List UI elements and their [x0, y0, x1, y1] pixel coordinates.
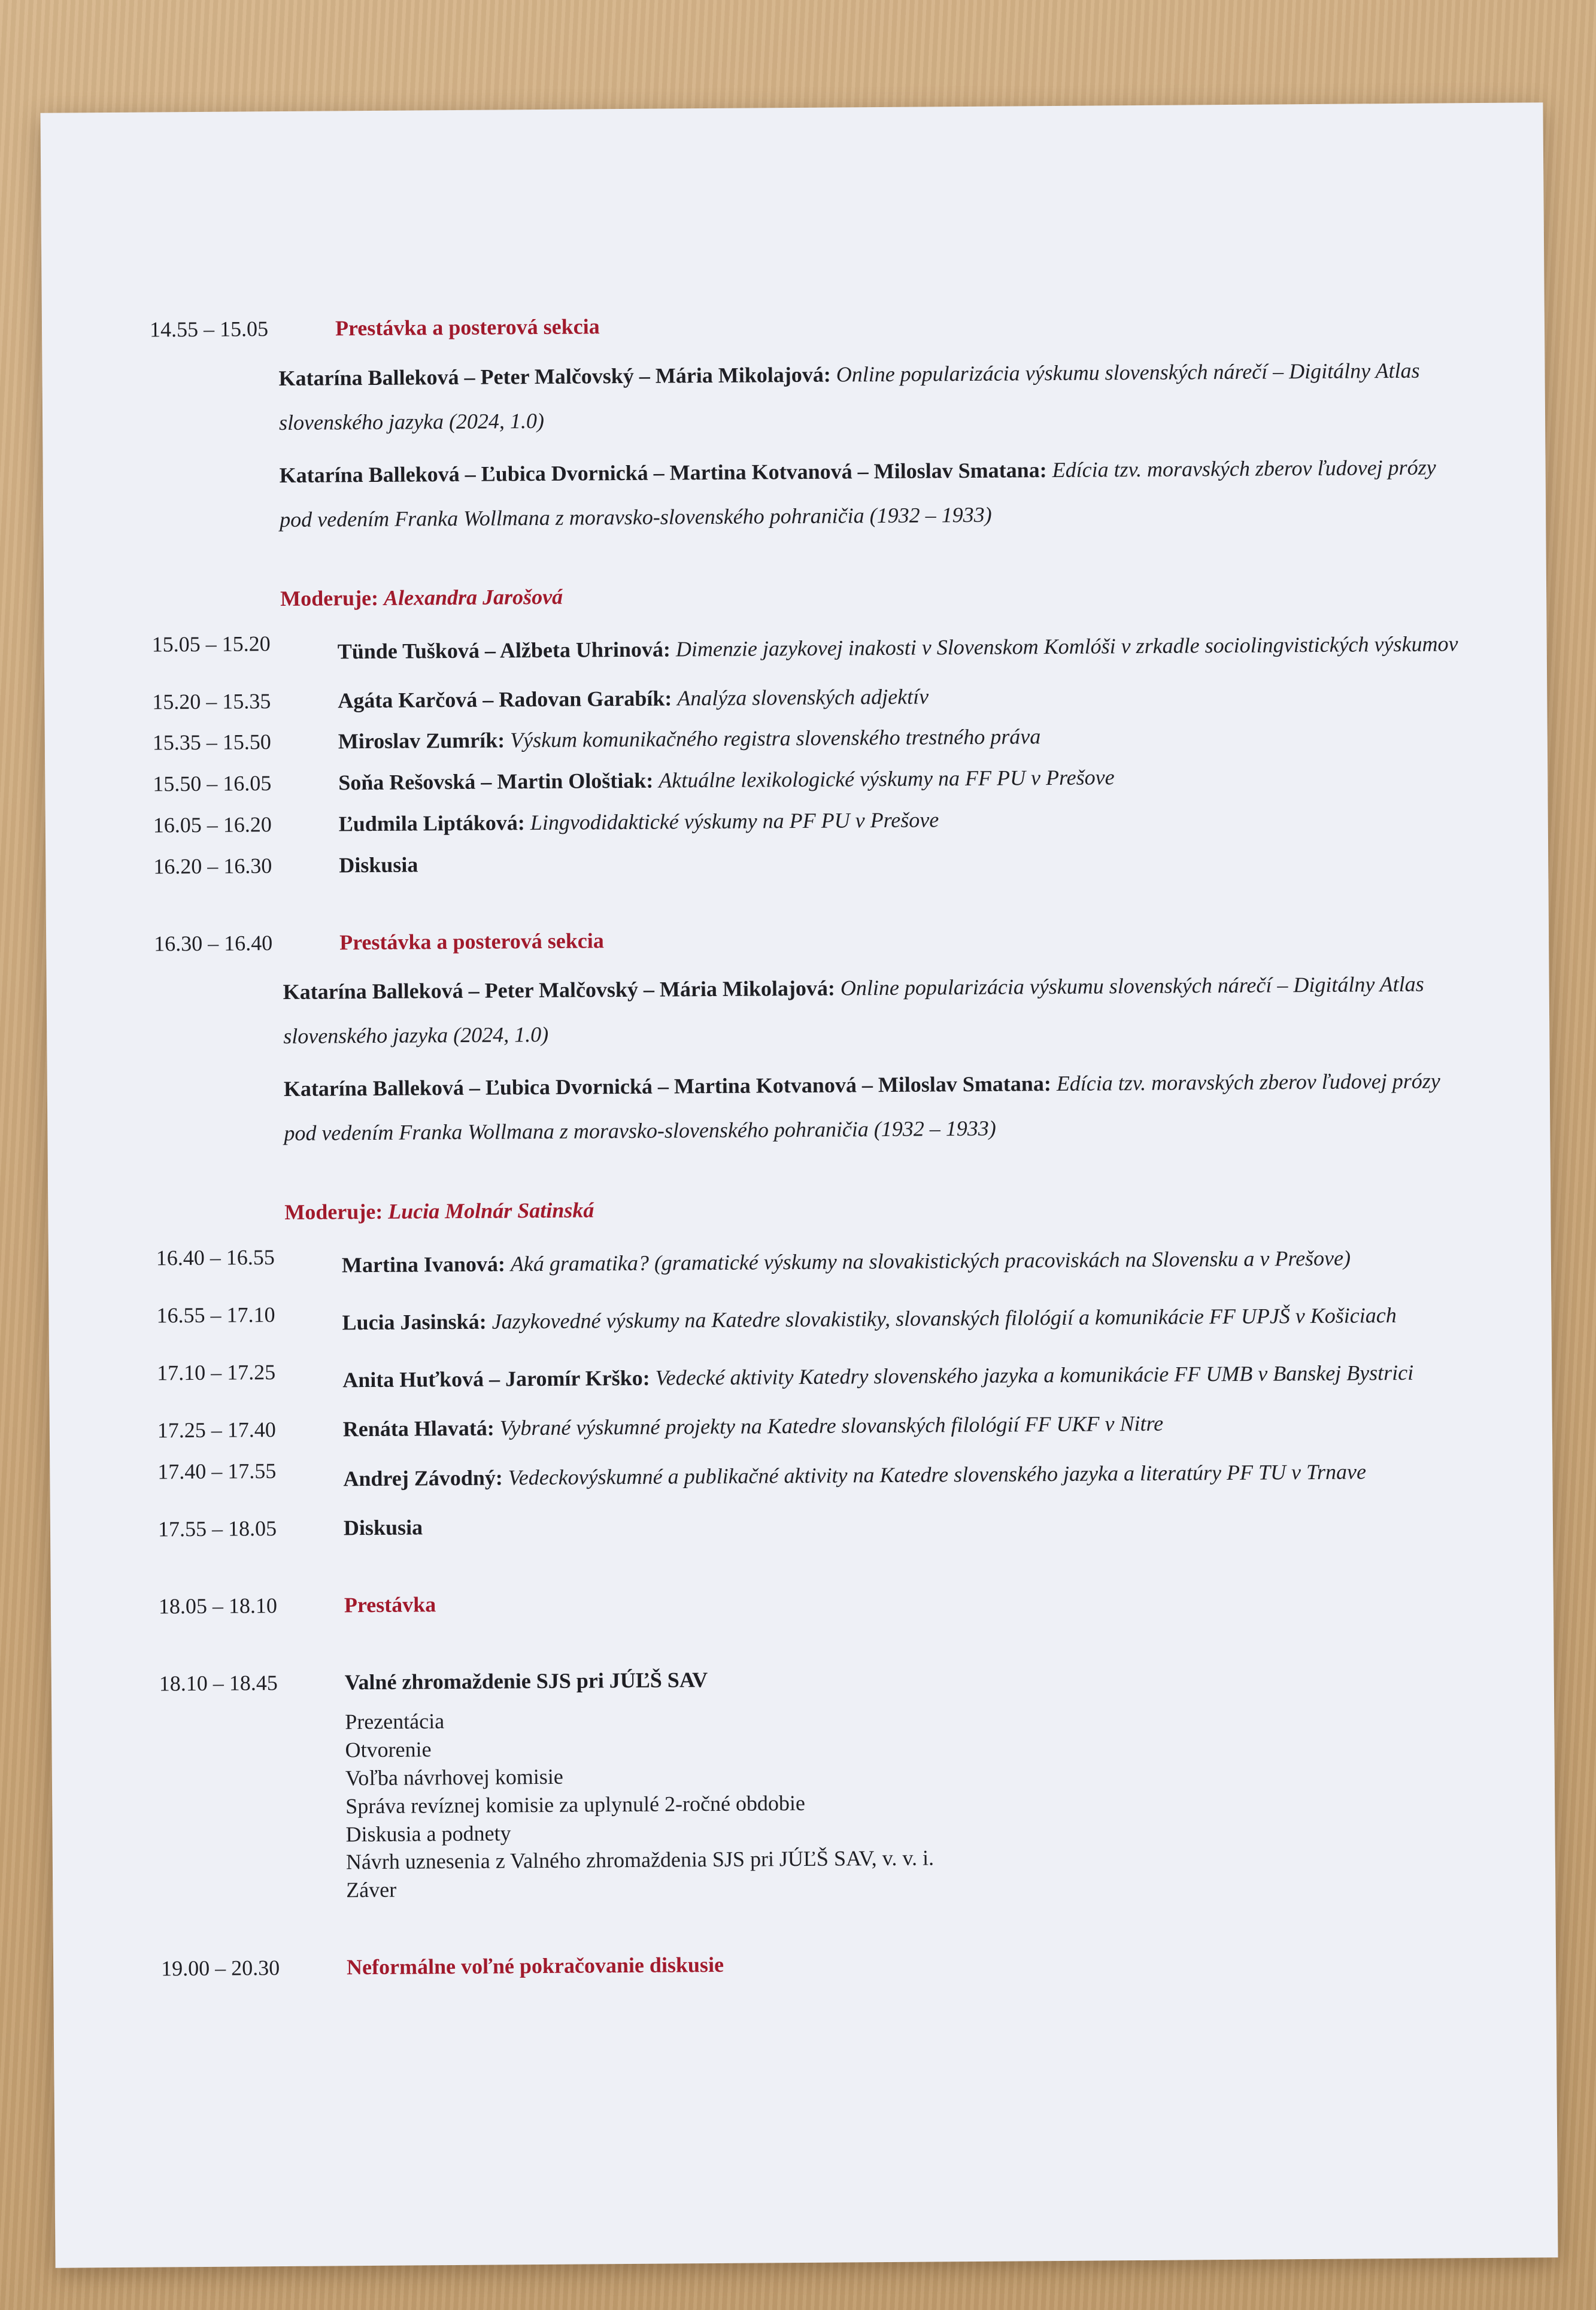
discussion-label: Diskusia — [343, 1515, 423, 1540]
moderator-label: Moderuje: — [284, 1200, 383, 1225]
poster-authors: Katarína Balleková – Ľubica Dvornická – Martina Kotvanová – Miloslav Smatana: — [279, 457, 1047, 487]
talk-speakers: Anita Huťková – Jaromír Krško: — [342, 1365, 650, 1392]
talk-speakers: Ľudmila Liptáková: — [338, 811, 525, 836]
talk-row — [157, 1350, 1474, 1403]
poster-authors: Katarína Balleková – Peter Malčovský – Mária Mikolajová: — [278, 362, 831, 390]
agenda-item: Prezentácia — [345, 1709, 445, 1734]
poster-authors: Katarína Balleková – Peter Malčovský – Mária Mikolajová: — [283, 976, 836, 1004]
time-slot: 19.00 – 20.30 — [160, 1956, 280, 1981]
program-document — [150, 306, 1479, 1996]
agenda-item: Diskusia a podnety — [345, 1820, 511, 1846]
time-slot: 15.50 – 16.05 — [153, 771, 272, 796]
talk-title: Dimenzie jazykovej inakosti v Slovenskom Komlóši v zrkadle sociolingvistických výskumov — [675, 631, 1458, 661]
talk-row — [157, 1407, 1474, 1444]
assembly-agenda — [345, 1700, 1477, 1904]
time-slot: 18.05 – 18.10 — [158, 1593, 278, 1619]
poster-title: Edícia tzv. moravských zberov ľudovej prózy pod vedením Franka Wollmana z moravsko-slovenského pohraničia (1932 – 1933) — [284, 1069, 1440, 1146]
talk-speakers: Miroslav Zumrík: — [338, 728, 505, 754]
talk-row — [152, 679, 1469, 716]
talk-row — [156, 1235, 1473, 1288]
time-slot: 17.10 – 17.25 — [157, 1360, 276, 1385]
poster-title: Edícia tzv. moravských zberov ľudovej prózy pod vedením Franka Wollmana z moravsko-slovenského pohraničia (1932 – 1933) — [280, 455, 1436, 532]
time-slot: 16.05 – 16.20 — [153, 812, 272, 837]
talk-speakers: Agáta Karčová – Radovan Garabík: — [338, 686, 672, 712]
talk-row — [153, 802, 1470, 839]
closing-title: Neformálne voľné pokračovanie diskusie — [346, 1952, 724, 1980]
talk-title: Lingvodidaktické výskumy na PF PU v Prešove — [530, 808, 939, 835]
time-slot: 16.55 – 17.10 — [156, 1303, 275, 1328]
poster-title: Online popularizácia výskumu slovenských nárečí – Digitálny Atlas slovenského jazyka (2024, 1.0) — [283, 972, 1424, 1049]
time-slot: 17.25 – 17.40 — [157, 1417, 276, 1443]
talk-title: Vedeckovýskumné a publikačné aktivity na Katedre slovenského jazyka a literatúry PF TU v Trnave — [508, 1459, 1367, 1490]
break-title: Prestávka a posterová sekcia — [339, 928, 604, 954]
agenda-item: Voľba návrhovej komisie — [345, 1764, 563, 1790]
poster-title: Online popularizácia výskumu slovenských nárečí – Digitálny Atlas slovenského jazyka (2024, 1.0) — [278, 358, 1420, 435]
talk-title: Analýza slovenských adjektív — [677, 684, 929, 710]
talk-speakers: Soňa Rešovská – Martin Ološtiak: — [338, 768, 654, 795]
talk-title: Aká gramatika? (gramatické výskumy na slovakistických pracoviskách na Slovensku a v Prešove) — [510, 1246, 1351, 1276]
moderator-line — [280, 576, 1468, 613]
pause-title: Prestávka — [344, 1592, 436, 1617]
poster-list — [278, 348, 1468, 542]
agenda-item: Otvorenie — [345, 1737, 432, 1762]
moderator-line — [284, 1191, 1473, 1227]
time-slot: 15.20 – 15.35 — [152, 688, 271, 714]
assembly-title: Valné zhromaždenie SJS pri JÚĽŠ SAV — [344, 1667, 708, 1694]
talk-title: Vybrané výskumné projekty na Katedre slovanských filológií FF UKF v Nitre — [499, 1411, 1164, 1440]
assembly-row — [159, 1661, 1478, 1906]
moderator-name: Lucia Molnár Satinská — [388, 1198, 594, 1224]
talk-title: Výskum komunikačného registra slovenského trestného práva — [510, 724, 1041, 752]
poster-list — [283, 962, 1472, 1156]
time-slot: 18.10 – 18.45 — [159, 1670, 278, 1696]
talk-speakers: Renáta Hlavatá: — [342, 1416, 494, 1441]
poster-item — [283, 962, 1471, 1059]
talk-row — [153, 761, 1470, 798]
talk-title: Vedecké aktivity Katedry slovenského jazyka a komunikácie FF UMB v Banskej Bystrici — [655, 1361, 1414, 1390]
talk-row — [156, 1292, 1473, 1346]
talk-speakers: Lucia Jasinská: — [342, 1309, 487, 1335]
poster-item — [278, 348, 1467, 445]
agenda-item: Správa revíznej komisie za uplynulé 2-ročné obdobie — [345, 1790, 806, 1819]
talk-title: Jazykovedné výskumy na Katedre slovakistiky, slovanských filológií a komunikácie FF UPJŠ v Košiciach — [491, 1303, 1397, 1334]
paper-sheet — [40, 102, 1558, 2267]
time-slot: 16.30 – 16.40 — [154, 930, 273, 956]
time-slot: 14.55 – 15.05 — [149, 317, 269, 342]
talk-row — [152, 621, 1469, 675]
time-slot: 17.55 – 18.05 — [157, 1516, 277, 1541]
talk-row — [153, 720, 1470, 757]
agenda-item: Návrh uznesenia z Valného zhromaždenia SJS pri JÚĽŠ SAV, v. v. i. — [345, 1845, 934, 1874]
poster-authors: Katarína Balleková – Ľubica Dvornická – Martina Kotvanová – Miloslav Smatana: — [283, 1071, 1051, 1101]
talk-title: Aktuálne lexikologické výskumy na FF PU v Prešove — [659, 765, 1115, 793]
moderator-label: Moderuje: — [280, 585, 379, 611]
time-slot: 17.40 – 17.55 — [157, 1459, 277, 1484]
discussion-label: Diskusia — [339, 852, 418, 878]
break-title: Prestávka a posterová sekcia — [335, 314, 600, 341]
break-row — [150, 306, 1467, 344]
talk-speakers: Martina Ivanová: — [341, 1252, 506, 1277]
poster-item — [279, 445, 1468, 542]
poster-item — [284, 1059, 1473, 1156]
talk-row — [157, 1449, 1474, 1502]
time-slot: 16.40 – 16.55 — [156, 1245, 275, 1270]
time-slot: 16.20 – 16.30 — [153, 853, 272, 879]
talk-speakers: Andrej Závodný: — [343, 1465, 503, 1491]
talk-speakers: Tünde Tušková – Alžbeta Uhrinová: — [337, 637, 671, 663]
moderator-name: Alexandra Jarošová — [383, 584, 563, 610]
talk-row — [153, 843, 1470, 881]
time-slot: 15.35 – 15.50 — [152, 730, 271, 755]
time-slot: 15.05 – 15.20 — [151, 631, 271, 657]
agenda-item: Záver — [346, 1877, 397, 1902]
talk-row — [158, 1506, 1475, 1543]
